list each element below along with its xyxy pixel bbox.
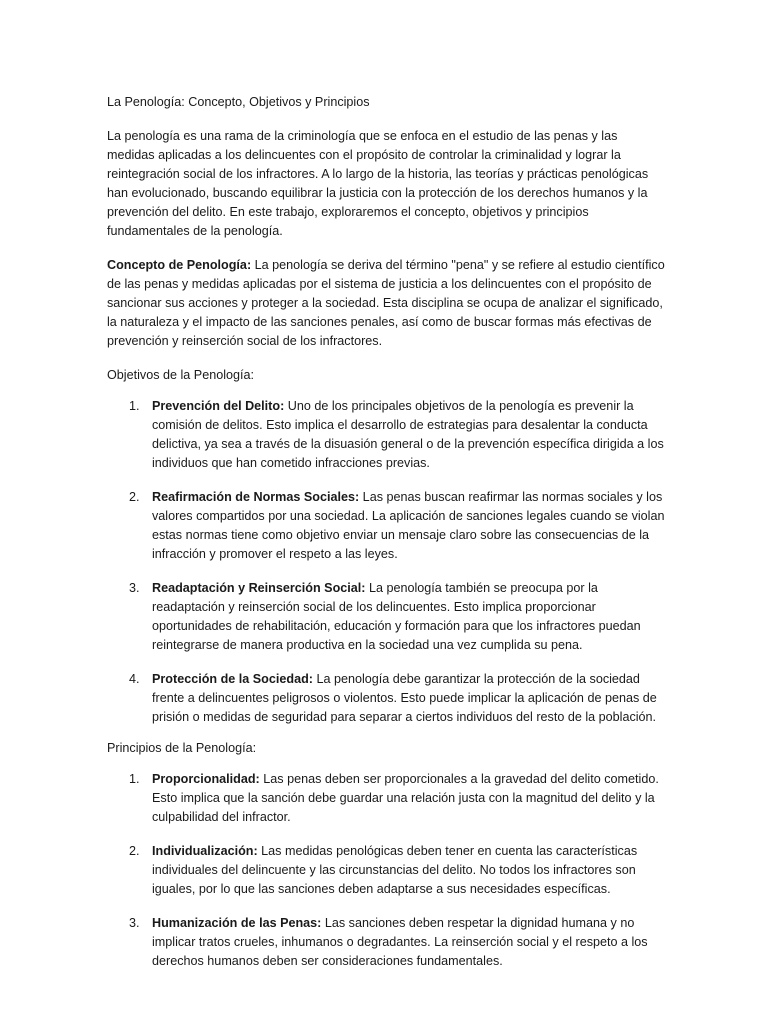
principle-text: Las penas deben ser proporcionales a la gravedad del delito cometido. Esto implica que la sanción debe guardar una relación justa con la magnitud del delito y la culpabilidad del infractor. (152, 772, 659, 824)
objective-text: Las penas buscan reafirmar las normas sociales y los valores compartidos por una sociedad. La aplicación de sanciones legales cuando se violan estas normas tiene como objetivo enviar un mensaje claro sobre las consecuencias de la infracción y promover el respeto a las leyes. (152, 490, 665, 561)
objective-label: Protección de la Sociedad: (152, 672, 313, 686)
list-number: 2. (129, 490, 140, 504)
document-title: La Penología: Concepto, Objetivos y Principios (107, 95, 370, 109)
principle-label: Proporcionalidad: (152, 772, 260, 786)
objective-text: La penología debe garantizar la protección de la sociedad frente a delincuentes peligrosos o violentos. Esto puede implicar la aplicación de penas de prisión o medidas de seguridad para separar a ciertos individuos del resto de la población. (152, 672, 657, 724)
objective-label: Readaptación y Reinserción Social: (152, 581, 366, 595)
concept-paragraph (107, 256, 668, 351)
objective-item (107, 579, 668, 655)
list-number: 4. (129, 672, 140, 686)
principle-text: Las sanciones deben respetar la dignidad humana y no implicar tratos crueles, inhumanos o degradantes. La reinserción social y el respeto a los derechos humanos deben ser consideraciones fundamentales. (152, 916, 648, 968)
intro-paragraph: La penología es una rama de la criminología que se enfoca en el estudio de las penas y las medidas aplicadas a los delincuentes con el propósito de controlar la criminalidad y lograr la reintegración social de los infractores. A lo largo de la historia, las teorías y prácticas penológicas han evolucionado, buscando equilibrar la justicia con la protección de los derechos humanos y la prevención del delito. En este trabajo, exploraremos el concepto, objetivos y principios fundamentales de la penología. (107, 129, 649, 238)
objectives-list (107, 397, 668, 727)
objective-item (107, 397, 668, 473)
list-number: 3. (129, 581, 140, 595)
list-number: 2. (129, 844, 140, 858)
objective-item (107, 670, 668, 727)
list-number: 1. (129, 399, 140, 413)
list-number: 3. (129, 916, 140, 930)
principle-label: Individualización: (152, 844, 258, 858)
concept-text: La penología se deriva del término "pena" y se refiere al estudio científico de las penas y medidas aplicadas por el sistema de justicia a los delincuentes con el propósito de sancionar sus acciones y proteger a la sociedad. Esta disciplina se ocupa de analizar el significado, la naturaleza y el impacto de las sanciones penales, así como de buscar formas más efectivas de prevención y reinserción social de los infractores. (107, 258, 665, 348)
objective-label: Prevención del Delito: (152, 399, 285, 413)
list-number: 1. (129, 772, 140, 786)
concept-label: Concepto de Penología: (107, 258, 252, 272)
objective-item (107, 488, 668, 564)
principle-text: Las medidas penológicas deben tener en cuenta las características individuales del delincuente y las circunstancias del delito. No todos los infractores son iguales, por lo que las sanciones deben adaptarse a sus necesidades específicas. (152, 844, 638, 896)
principle-item (107, 914, 668, 971)
principle-item (107, 770, 668, 827)
objective-text: Uno de los principales objetivos de la penología es prevenir la comisión de delitos. Esto implica el desarrollo de estrategias para desalentar la conducta delictiva, ya sea a través de la disuasión general o de la prevención específica dirigida a los individuos que han cometido infracciones previas. (152, 399, 664, 470)
principles-heading: Principios de la Penología: (107, 741, 257, 755)
principles-list (107, 770, 668, 971)
principle-item (107, 842, 668, 899)
principle-label: Humanización de las Penas: (152, 916, 322, 930)
objective-label: Reafirmación de Normas Sociales: (152, 490, 360, 504)
objectives-heading: Objetivos de la Penología: (107, 368, 255, 382)
objective-text: La penología también se preocupa por la readaptación y reinserción social de los delincuentes. Esto implica proporcionar oportunidades de rehabilitación, educación y formación para que los infractores puedan reintegrarse de manera productiva en la sociedad una vez cumplida su pena. (152, 581, 641, 652)
